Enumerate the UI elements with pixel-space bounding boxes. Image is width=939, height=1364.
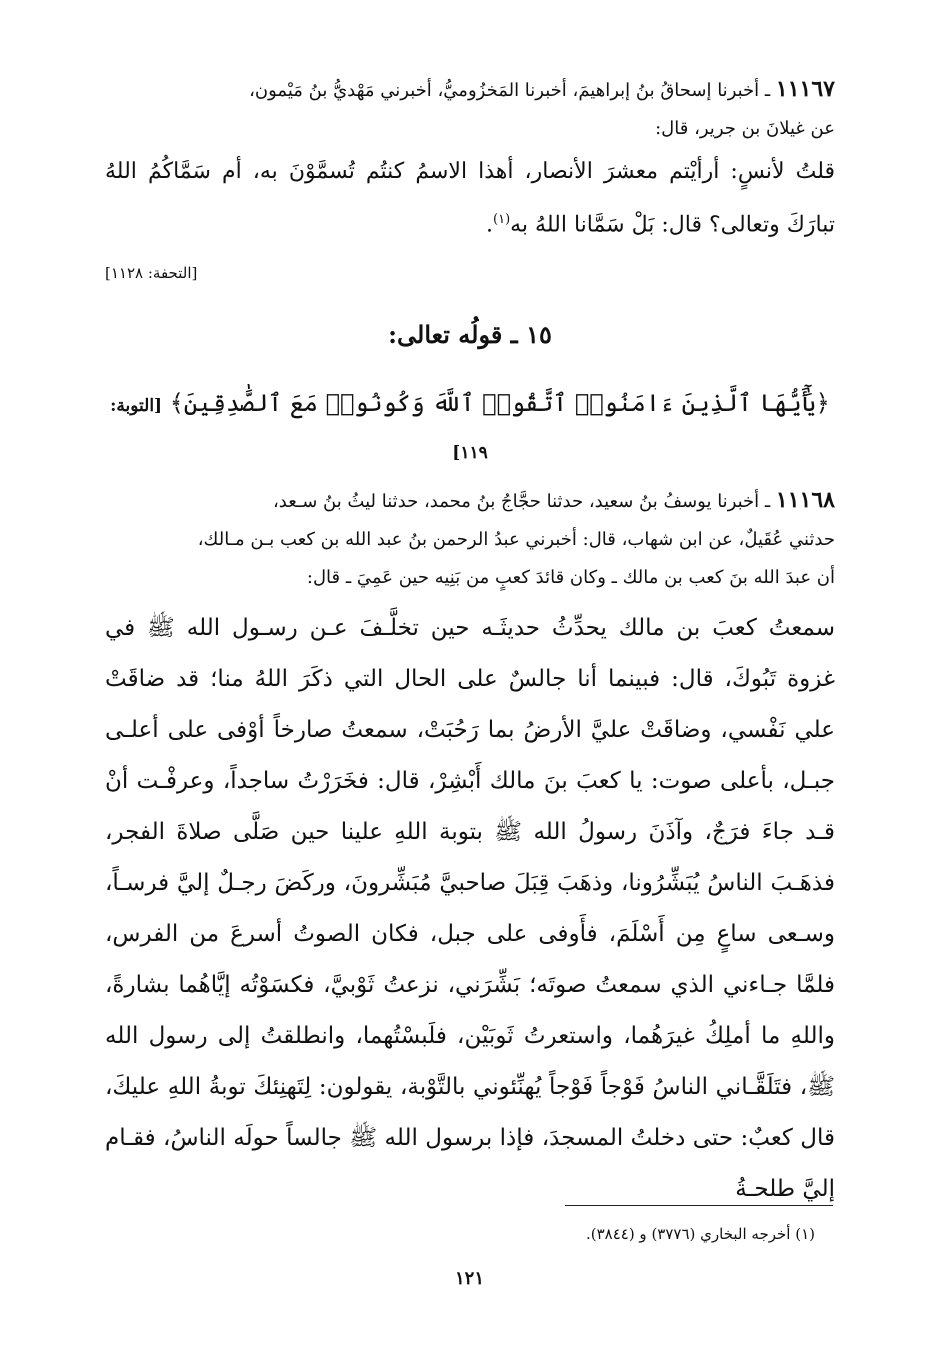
tuhfa-reference: [التحفة: ١١٢٨] — [105, 264, 198, 283]
hadith-number: ١١١٦٧ — [775, 76, 835, 102]
matn-text: قلتُ لأنسٍ: أرأيْتم معشرَ الأنصار، أهذا الاسمُ كنتُم تُسمَّوْنَ به، أم سَمَّاكُمُ اللهُ تبارَكَ وتعالى؟ قال: بَلْ سَمَّانا اللهُ به — [105, 159, 835, 238]
hadith-11168-isnad — [105, 481, 835, 597]
hadith-11167-isnad — [105, 70, 835, 148]
page-number: ١٢١ — [454, 1268, 484, 1289]
matn-end: . — [486, 212, 493, 238]
hadith-number: ١١١٦٨ — [775, 487, 835, 514]
footnote-marker: (١) — [493, 212, 511, 227]
isnad-line: حدثني عُقَيلٌ، عن ابن شهاب، قال: أخبرني عبدُ الرحمن بنُ عبد الله بن كعب بـن مـالك، — [197, 529, 835, 551]
section-heading: ١٥ ـ قولُه تعالى: — [388, 320, 552, 350]
hadith-11168-matn: سمعتُ كعبَ بن مالك يحدِّثُ حديثَـه حين تخلَّـفَ عـن رسـول الله ﷺ في غزوة تَبُوكَ، قال: فبينما أنا جالسٌ على الحال التي ذكَرَ اللهُ منا؛ قد ضاقَتْ علي نَفْسي، وضاقَتْ عليَّ الأرضُ بما رَحُبَتْ، سمعتُ صارخاً أوْفى على أعلـى جبـل، بأعلى صوت: يا كعبَ بنَ مالك أَبْشِرْ، قال: فخَرَرْتُ ساجداً، وعرفْـت أنْ قـد جاءَ فرَجٌ، وآذَنَ رسولُ الله ﷺ بتوبة اللهِ علينا حين صَلَّى صلاةَ الفجر، فذهَـبَ الناسُ يُبَشِّرُونا، وذهَبَ قِبَلَ صاحبيَّ مُبَشِّرونَ، وركَضَ رجـلٌ إليَّ فرسـاً، وسـعى ساعٍ مِن أَسْلَمَ، فأَوفى على جبل، فكان الصوتُ أسرعَ من الفرس، فلمَّا جـاءني الذي سمعتُ صوتَه؛ بَشِّرَني، نزعتُ ثَوْبيَّ، فكسَوْتُه إيَّاهُما بشارةً، واللهِ ما أملِكُ غيرَهُما، واستعرتُ ثَوبَيْن، فلَبسْتُهما، وانطلقتُ إلى رسول الله ﷺ، فتَلَقَّـاني الناسُ فَوْجاً فَوْجاً يُهنِّئوني بالتَّوْبة، يقولون: لِتَهنِئكَ توبةُ اللهِ عليكَ، قال كعبٌ: حتى دخلتُ المسجدَ، فإذا برسول الله ﷺ جالساً حولَه الناسُ، فقـام إليَّ طلحـةُ — [105, 615, 835, 1203]
page-body — [105, 70, 835, 1215]
ayah-reference: [التوبة: ١١٩] — [110, 396, 488, 464]
ayah-line — [105, 381, 835, 475]
isnad-line: ـ أخبرنا إسحاقُ بنُ إبراهيمَ، أخبرنا المَخزُوميُّ، أخبرني مَهْديُّ بنُ مَيْمون، — [249, 80, 776, 101]
isnad-line: عن غيلانَ بن جرير، قال: — [655, 118, 835, 139]
footnote-divider — [565, 1205, 833, 1206]
ayah-text: ﴿يَٰٓأَيُّهَا ٱلَّذِينَ ءَامَنُوا۟ ٱتَّقُوا۟ ٱللَّهَ وَكُونُوا۟ مَعَ ٱلصَّٰدِقِينَ﴾ — [169, 389, 830, 418]
hadith-11167-matn — [105, 148, 835, 249]
isnad-line: ـ أخبرنا يوسفُ بنُ سعيد، حدثنا حجَّاجُ بنُ محمد، حدثنا ليثُ بنُ سـعد، — [272, 491, 776, 513]
isnad-line: أن عبدَ الله بنَ كعب بن مالك ـ وكان قائدَ كعبٍ من بَنِيه حين عَمِيَ ـ قال: — [306, 567, 835, 589]
footnote: (١) أخرجه البخاري (٣٧٧٦) و (٣٨٤٤). — [585, 1225, 815, 1243]
